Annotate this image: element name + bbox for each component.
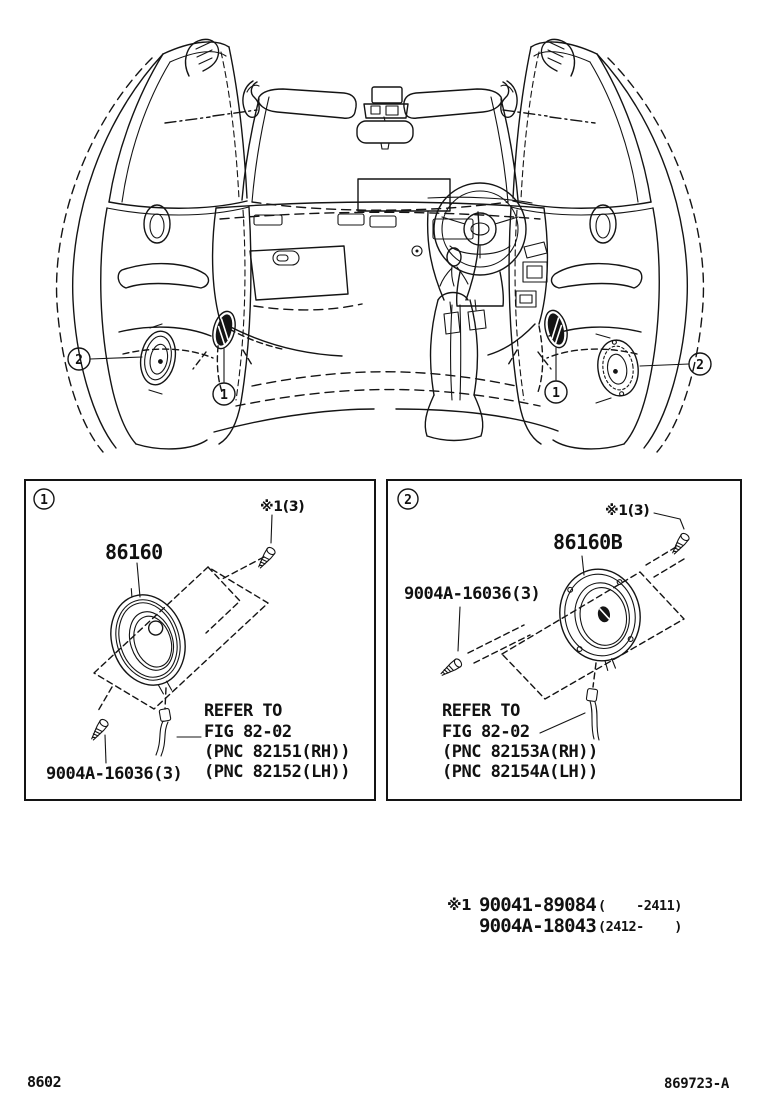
refer-line2: FIG 82-02 xyxy=(204,722,292,742)
refer-line2: FIG 82-02 xyxy=(442,722,530,742)
footnote-part-1: 90041-89084 xyxy=(479,894,597,916)
door-speaker-part xyxy=(97,578,199,705)
footnote-part-2: 9004A-18043 xyxy=(479,915,597,937)
refer-line4: (PNC 82152(LH)) xyxy=(204,762,351,782)
detail-box-1 xyxy=(24,479,376,801)
screw-qty-note: ※1(3) xyxy=(605,503,650,519)
pedals xyxy=(444,300,486,334)
refer-line1: REFER TO xyxy=(442,701,520,721)
door-speaker-part xyxy=(553,563,649,677)
footnote-marker: ※1 xyxy=(447,896,472,914)
screw-icon xyxy=(670,532,691,556)
callout-number: 2 xyxy=(75,353,83,368)
footnote-range-2: (2412- ) xyxy=(598,919,682,935)
part-number-86160B: 86160B xyxy=(553,530,623,554)
callout-tweeter-right xyxy=(545,348,567,403)
callout-tweeter-left xyxy=(213,349,235,405)
roof-header xyxy=(165,39,595,202)
figure-code: 869723-A xyxy=(664,1076,730,1092)
callout-badge-2 xyxy=(398,489,418,509)
part-number-86160: 86160 xyxy=(105,540,163,564)
left-tweeter-speaker xyxy=(209,309,239,351)
steering-wheel xyxy=(434,183,547,307)
callout-number: 2 xyxy=(696,358,704,373)
car-interior-diagram xyxy=(0,0,760,465)
wire-connector-icon xyxy=(156,708,171,756)
screw-icon xyxy=(439,658,463,679)
detail-box-2 xyxy=(386,479,742,801)
screw-qty-note: ※1(3) xyxy=(260,499,305,515)
svg-text:2: 2 xyxy=(404,493,412,508)
screw-icon xyxy=(89,718,110,742)
wire-connector-icon xyxy=(586,688,599,740)
right-door-speaker xyxy=(594,337,641,398)
callout-number: 1 xyxy=(220,388,228,403)
page-code: 8602 xyxy=(27,1073,62,1091)
screw-part-number: 9004A-16036(3) xyxy=(404,584,541,604)
refer-line1: REFER TO xyxy=(204,701,282,721)
footnote-range-1: ( -2411) xyxy=(598,898,682,914)
refer-line3: (PNC 82151(RH)) xyxy=(204,742,351,762)
callout-badge-1 xyxy=(34,489,54,509)
center-console xyxy=(214,212,558,441)
svg-text:1: 1 xyxy=(40,493,48,508)
screw-icon xyxy=(256,546,277,570)
refer-line3: (PNC 82153A(RH)) xyxy=(442,742,598,762)
screw-part-number: 9004A-16036(3) xyxy=(46,764,183,784)
refer-line4: (PNC 82154A(LH)) xyxy=(442,762,598,782)
right-tweeter-speaker xyxy=(541,308,571,350)
dashboard xyxy=(213,179,548,392)
glovebox xyxy=(250,246,348,300)
left-door-speaker xyxy=(137,328,180,387)
callout-number: 1 xyxy=(552,386,560,401)
display-screen xyxy=(358,179,450,211)
